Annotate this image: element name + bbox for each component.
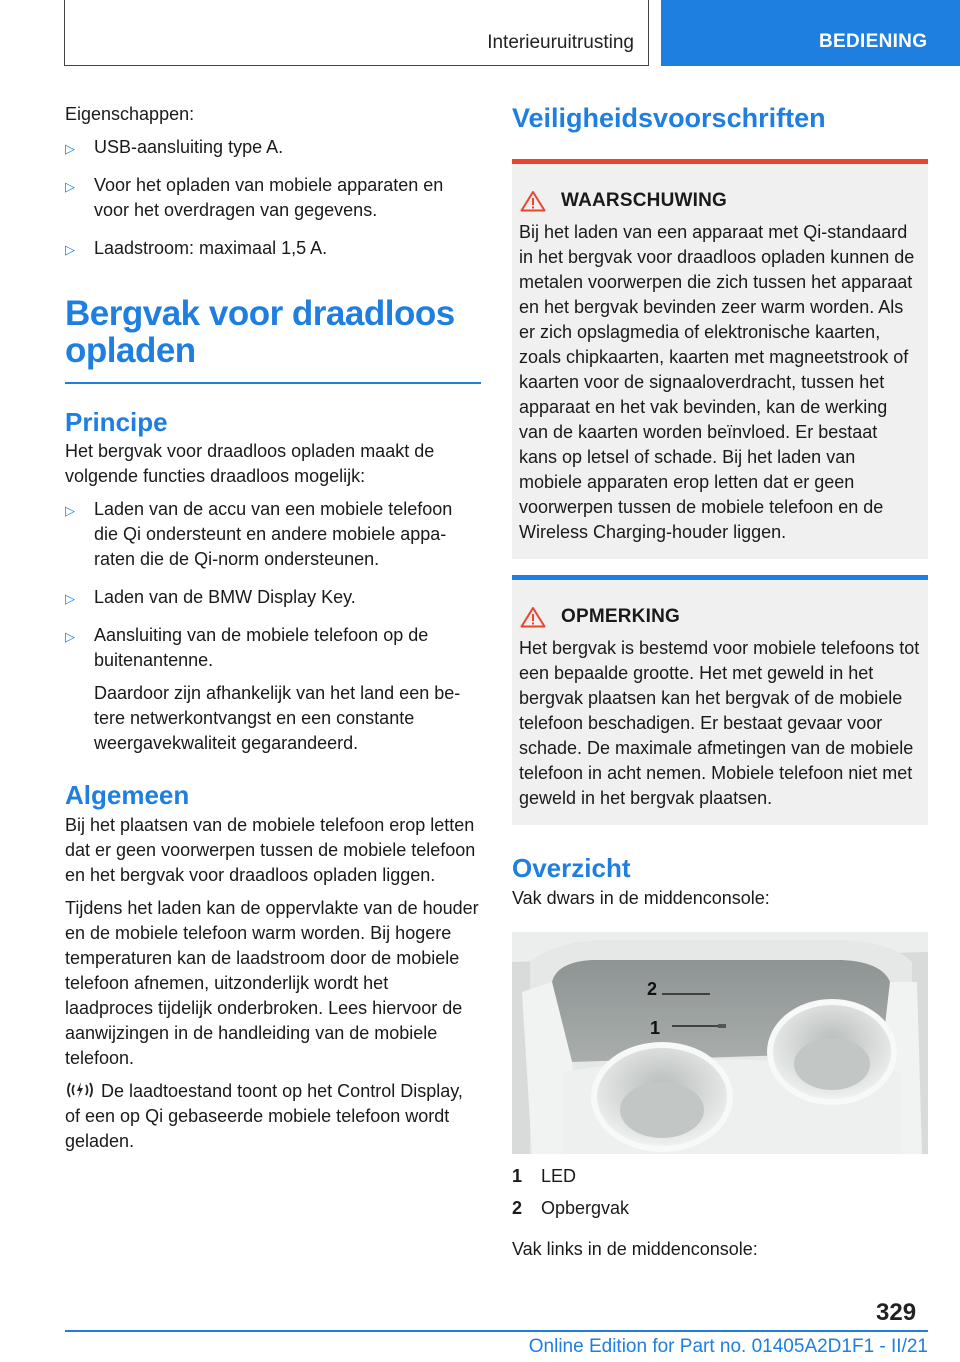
triangle-bullet-icon: ▷ (65, 503, 75, 518)
triangle-bullet-icon: ▷ (65, 141, 75, 156)
legend-number: 1 (512, 1166, 523, 1186)
triangle-bullet-icon: ▷ (65, 629, 75, 644)
warning-triangle-icon (520, 606, 546, 628)
center-console-photo (512, 932, 928, 1154)
left-column (65, 102, 481, 1162)
section-divider (65, 382, 481, 384)
callout-number: 1 (650, 1018, 661, 1038)
header-section-tab (64, 0, 649, 66)
principe-text: Het bergvak voor draadloos opladen maakt de volgende functies draadloos mogelijk: (65, 441, 435, 486)
overzicht-heading: Overzicht (512, 853, 631, 883)
right-column (512, 102, 928, 1270)
list-item: ▷ Voor het opladen van mobiele apparaten en voor het overdragen van gegevens. (65, 175, 444, 220)
list-item: ▷ Laden van de BMW Display Key. (65, 585, 481, 610)
footer-divider (65, 1330, 928, 1332)
overzicht-text: Vak dwars in de middenconsole: (512, 888, 770, 908)
header-chapter-label: BEDIENING (819, 31, 928, 52)
legend-row (512, 1196, 928, 1221)
note-label: OPMERKING (561, 606, 680, 627)
legend-label: LED (541, 1166, 577, 1186)
triangle-bullet-icon: ▷ (65, 242, 75, 257)
wireless-charging-icon (65, 1080, 95, 1100)
page-number: 329 (876, 1299, 917, 1326)
list-item: ▷ Aansluiting van de mobiele telefoon op de buitenantenne. Daardoor zijn afhankelijk van het land een betere netwerkontvangst en een constante weergavekwaliteit gegarandeerd. (65, 623, 481, 756)
warning-triangle-icon (520, 190, 546, 212)
algemeen-paragraph-charging: De laadtoestand toont op het Control Display, of een op Qi gebaseerde mobiele telefoon wordt geladen. (65, 1081, 463, 1151)
algemeen-paragraph: Bij het plaatsen van de mobiele telefoon erop letten dat er geen voorwerpen tussen de mobiele telefoon en het bergvak voor draadloos opladen liggen. (65, 815, 476, 885)
warning-label: WAARSCHUWING (561, 190, 727, 211)
legend-number: 2 (512, 1198, 523, 1218)
algemeen-heading: Algemeen (65, 780, 190, 810)
safety-title: Veiligheidsvoorschriften (512, 103, 826, 133)
legend-label: Opbergvak (541, 1198, 630, 1218)
triangle-bullet-icon: ▷ (65, 591, 75, 606)
center-console-illustration (512, 932, 928, 1154)
legend-row (512, 1164, 928, 1189)
footer-edition: Online Edition for Part no. 01405A2D1F1 - II/21 (528, 1336, 928, 1357)
list-item: ▷ USB-aansluiting type A. (65, 135, 481, 160)
warning-header (519, 188, 920, 213)
warning-text: Bij het laden van een apparaat met Qi-standaard in het bergvak voor draadloos opladen kunnen de metalen voorwerpen die zich tussen het apparaat en het bergvak bevinden zeer warm worden. Als er zich opslagmedia of elektronische kaarten, zoals chipkaarten, kaarten met magneetstrook of kaarten voor de signaaloverdracht, tussen het apparaat en het vak bevinden, kan de werking van de kaarten worden beïnvloed. Er bestaat kans op letsel of schade. Bij het laden van mobiele apparaten erop letten dat er geen voorwerpen tussen de mobiele telefoon en de Wireless Charging-houder liggen. (519, 222, 915, 542)
header-section-label: Interieuruitrusting (487, 32, 634, 53)
note-text: Het bergvak is bestemd voor mobiele telefoons tot een bepaalde grootte. Het met geweld in het bergvak plaatsen kan het bergvak of de mobiele telefoon beschadigen. Er bestaat gevaar voor schade. De maximale afmetingen van de mobiele telefoon in acht nemen. Mobiele telefoon niet met geweld in het bergvak plaatsen. (519, 638, 920, 808)
warning-box (512, 159, 928, 559)
note-box (512, 575, 928, 825)
properties-list (65, 135, 481, 261)
principe-heading: Principe (65, 407, 168, 437)
overzicht-after-text: Vak links in de middenconsole: (512, 1239, 758, 1259)
algemeen-paragraph: Tijdens het laden kan de oppervlakte van de houder en de mobiele telefoon warm worden. Bij hogere temperaturen kan de laadstroom door de mobiele telefoon afnemen, uitzonderlijk wordt het laadproces tijdelijk onderbroken. Lees hiervoor de aanwijzingen in de handleiding van de mobiele telefoon. (65, 898, 479, 1068)
properties-intro: Eigenschappen: (65, 104, 195, 124)
list-item: ▷ Laadstroom: maximaal 1,5 A. (65, 236, 481, 261)
note-header (519, 604, 920, 629)
principe-list (65, 497, 481, 756)
list-item-subtext: Daardoor zijn afhankelijk van het land een betere netwerkontvangst en een constante weergavekwaliteit gegarandeerd. (94, 683, 461, 753)
list-item: ▷ Laden van de accu van een mobiele telefoon die Qi ondersteunt en andere mobiele apparaten die de Qi-norm ondersteunen. (65, 499, 453, 569)
header-chapter-tab (661, 0, 960, 66)
callout-number: 2 (647, 979, 658, 999)
section-title: Bergvak voor draadloos opladen (65, 294, 455, 370)
figure-legend (512, 1164, 928, 1221)
triangle-bullet-icon: ▷ (65, 179, 75, 194)
